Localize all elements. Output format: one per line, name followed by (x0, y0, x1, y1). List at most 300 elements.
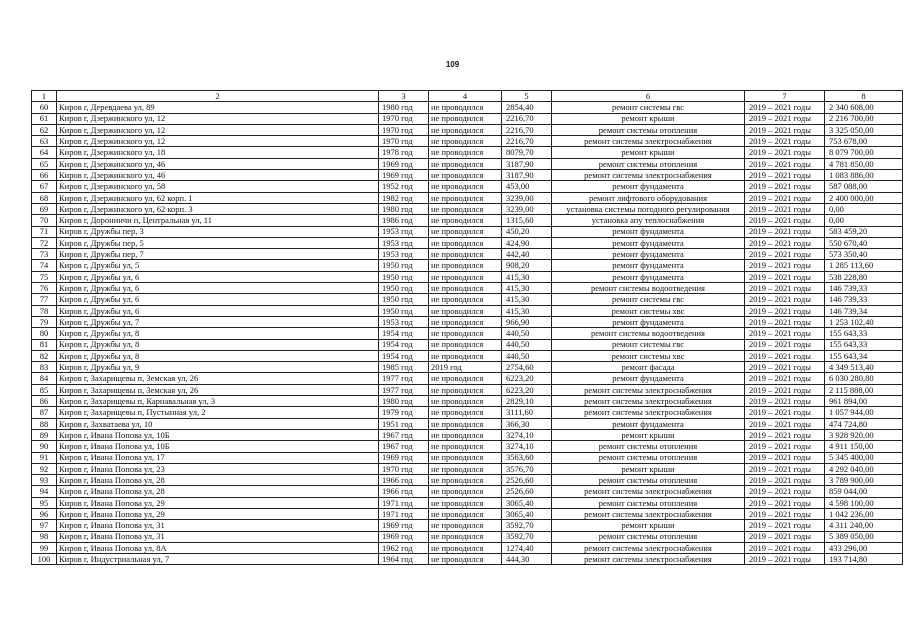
cost-cell: 0,00 (825, 203, 903, 214)
area-cell: 3563,60 (502, 452, 552, 463)
area-cell: 3187,90 (502, 170, 552, 181)
last-repair-year-cell: не проводился (429, 554, 502, 565)
period-cell: 2019 – 2021 годы (745, 429, 825, 440)
period-cell: 2019 – 2021 годы (745, 362, 825, 373)
address-cell: Киров г, Захватаева ул, 10 (57, 418, 379, 429)
build-year-cell: 1966 год (379, 475, 429, 486)
area-cell: 1274,40 (502, 542, 552, 553)
area-cell: 3187,90 (502, 158, 552, 169)
cost-cell: 6 030 280,80 (825, 373, 903, 384)
build-year-cell: 1977 год (379, 384, 429, 395)
last-repair-year-cell: не проводился (429, 407, 502, 418)
period-cell: 2019 – 2021 годы (745, 508, 825, 519)
cost-cell: 1 285 113,60 (825, 260, 903, 271)
table-row (32, 373, 903, 384)
cost-cell: 1 057 944,00 (825, 407, 903, 418)
build-year-cell: 1970 год (379, 113, 429, 124)
cost-cell: 5 389 050,00 (825, 531, 903, 542)
table-row (32, 249, 903, 260)
work-type-cell: ремонт фундамента (552, 418, 745, 429)
address-cell: Киров г, Ивана Попова ул, 31 (57, 531, 379, 542)
work-type-cell: ремонт системы отопления (552, 452, 745, 463)
build-year-cell: 1969 год (379, 170, 429, 181)
work-type-cell: ремонт крыши (552, 520, 745, 531)
last-repair-year-cell: не проводился (429, 305, 502, 316)
area-cell: 1315,60 (502, 215, 552, 226)
address-cell: Киров г, Ивана Попова ул, 23 (57, 463, 379, 474)
area-cell: 366,30 (502, 418, 552, 429)
table-row (32, 113, 903, 124)
table-row (32, 170, 903, 181)
row-number-cell: 75 (32, 271, 57, 282)
address-cell: Киров г, Ивана Попова ул, 10Б (57, 429, 379, 440)
last-repair-year-cell: не проводился (429, 215, 502, 226)
work-type-cell: ремонт фундамента (552, 373, 745, 384)
work-type-cell: ремонт системы электроснабжения (552, 542, 745, 553)
cost-cell: 583 459,20 (825, 226, 903, 237)
last-repair-year-cell: не проводился (429, 384, 502, 395)
header-cell: 8 (825, 91, 903, 102)
address-cell: Киров г, Захарищевы п, Карнавальная ул, 3 (57, 396, 379, 407)
cost-cell: 573 350,40 (825, 249, 903, 260)
table-row (32, 520, 903, 531)
table-row (32, 418, 903, 429)
table-row (32, 531, 903, 542)
last-repair-year-cell: не проводился (429, 192, 502, 203)
period-cell: 2019 – 2021 годы (745, 192, 825, 203)
period-cell: 2019 – 2021 годы (745, 181, 825, 192)
cost-cell: 1 042 236,00 (825, 508, 903, 519)
area-cell: 3239,00 (502, 192, 552, 203)
work-type-cell: ремонт системы электроснабжения (552, 136, 745, 147)
page-number: 109 (445, 60, 460, 69)
table-row (32, 215, 903, 226)
address-cell: Киров г, Ивана Попова ул, 8А (57, 542, 379, 553)
period-cell: 2019 – 2021 годы (745, 441, 825, 452)
build-year-cell: 1952 год (379, 181, 429, 192)
cost-cell: 4 781 850,00 (825, 158, 903, 169)
cost-cell: 3 928 920,00 (825, 429, 903, 440)
work-type-cell: ремонт системы отопления (552, 158, 745, 169)
period-cell: 2019 – 2021 годы (745, 226, 825, 237)
table-row (32, 475, 903, 486)
address-cell: Киров г, Ивана Попова ул, 28 (57, 486, 379, 497)
table-row (32, 542, 903, 553)
row-number-cell: 79 (32, 316, 57, 327)
work-type-cell: ремонт фундамента (552, 237, 745, 248)
row-number-cell: 82 (32, 350, 57, 361)
row-number-cell: 72 (32, 237, 57, 248)
table-row (32, 294, 903, 305)
table-row (32, 452, 903, 463)
period-cell: 2019 – 2021 годы (745, 147, 825, 158)
last-repair-year-cell: не проводился (429, 542, 502, 553)
table-row (32, 486, 903, 497)
row-number-cell: 80 (32, 328, 57, 339)
table-row (32, 362, 903, 373)
last-repair-year-cell: не проводился (429, 158, 502, 169)
cost-cell: 550 670,40 (825, 237, 903, 248)
row-number-cell: 95 (32, 497, 57, 508)
work-type-cell: ремонт крыши (552, 147, 745, 158)
address-cell: Киров г, Ивана Попова ул, 17 (57, 452, 379, 463)
row-number-cell: 100 (32, 554, 57, 565)
build-year-cell: 1978 год (379, 147, 429, 158)
last-repair-year-cell: не проводился (429, 102, 502, 113)
address-cell: Киров г, Доронинчи п, Центральная ул, 11 (57, 215, 379, 226)
address-cell: Киров г, Дружбы ул, 5 (57, 260, 379, 271)
row-number-cell: 74 (32, 260, 57, 271)
build-year-cell: 1953 год (379, 249, 429, 260)
cost-cell: 1 253 102,40 (825, 316, 903, 327)
period-cell: 2019 – 2021 годы (745, 203, 825, 214)
work-type-cell: ремонт системы электроснабжения (552, 554, 745, 565)
table-row (32, 396, 903, 407)
period-cell: 2019 – 2021 годы (745, 124, 825, 135)
cost-cell: 587 088,00 (825, 181, 903, 192)
area-cell: 2526,60 (502, 475, 552, 486)
area-cell: 2526,60 (502, 486, 552, 497)
row-number-cell: 63 (32, 136, 57, 147)
build-year-cell: 1953 год (379, 226, 429, 237)
last-repair-year-cell: 2019 год (429, 362, 502, 373)
row-number-cell: 99 (32, 542, 57, 553)
work-type-cell: ремонт лифтового оборудования (552, 192, 745, 203)
work-type-cell: ремонт системы гвс (552, 102, 745, 113)
work-type-cell: ремонт системы электроснабжения (552, 396, 745, 407)
last-repair-year-cell: не проводился (429, 147, 502, 158)
build-year-cell: 1954 год (379, 339, 429, 350)
row-number-cell: 64 (32, 147, 57, 158)
last-repair-year-cell: не проводился (429, 316, 502, 327)
cost-cell: 3 325 050,00 (825, 124, 903, 135)
table-row (32, 508, 903, 519)
build-year-cell: 1953 год (379, 237, 429, 248)
period-cell: 2019 – 2021 годы (745, 373, 825, 384)
area-cell: 2754,60 (502, 362, 552, 373)
address-cell: Киров г, Дружбы ул, 7 (57, 316, 379, 327)
address-cell: Киров г, Дзержинского ул, 12 (57, 136, 379, 147)
area-cell: 8079,70 (502, 147, 552, 158)
address-cell: Киров г, Ивана Попова ул, 29 (57, 497, 379, 508)
build-year-cell: 1969 год (379, 158, 429, 169)
address-cell: Киров г, Дзержинского ул, 62 корп. 3 (57, 203, 379, 214)
address-cell: Киров г, Дзержинского ул, 58 (57, 181, 379, 192)
build-year-cell: 1969 год (379, 531, 429, 542)
row-number-cell: 60 (32, 102, 57, 113)
address-cell: Киров г, Дружбы ул, 6 (57, 283, 379, 294)
row-number-cell: 97 (32, 520, 57, 531)
row-number-cell: 69 (32, 203, 57, 214)
work-type-cell: ремонт системы электроснабжения (552, 508, 745, 519)
row-number-cell: 65 (32, 158, 57, 169)
last-repair-year-cell: не проводился (429, 508, 502, 519)
area-cell: 966,90 (502, 316, 552, 327)
work-type-cell: ремонт фундамента (552, 226, 745, 237)
period-cell: 2019 – 2021 годы (745, 531, 825, 542)
build-year-cell: 1962 год (379, 542, 429, 553)
row-number-cell: 71 (32, 226, 57, 237)
area-cell: 440,50 (502, 350, 552, 361)
address-cell: Киров г, Дзержинского ул, 46 (57, 170, 379, 181)
work-type-cell: ремонт системы отопления (552, 441, 745, 452)
last-repair-year-cell: не проводился (429, 294, 502, 305)
header-cell: 3 (379, 91, 429, 102)
address-cell: Киров г, Дружбы ул, 6 (57, 294, 379, 305)
build-year-cell: 1953 год (379, 316, 429, 327)
cost-cell: 4 598 100,00 (825, 497, 903, 508)
table-row (32, 192, 903, 203)
last-repair-year-cell: не проводился (429, 136, 502, 147)
row-number-cell: 66 (32, 170, 57, 181)
row-number-cell: 93 (32, 475, 57, 486)
address-cell: Киров г, Ивана Попова ул, 10Б (57, 441, 379, 452)
table-row (32, 384, 903, 395)
period-cell: 2019 – 2021 годы (745, 520, 825, 531)
cost-cell: 155 643,34 (825, 350, 903, 361)
build-year-cell: 1964 год (379, 554, 429, 565)
period-cell: 2019 – 2021 годы (745, 305, 825, 316)
repair-register-table (31, 90, 903, 565)
last-repair-year-cell: не проводился (429, 452, 502, 463)
area-cell: 3592,70 (502, 520, 552, 531)
last-repair-year-cell: не проводился (429, 237, 502, 248)
area-cell: 440,50 (502, 339, 552, 350)
last-repair-year-cell: не проводился (429, 520, 502, 531)
table-row (32, 339, 903, 350)
table-row (32, 463, 903, 474)
area-cell: 415,30 (502, 283, 552, 294)
build-year-cell: 1982 год (379, 192, 429, 203)
build-year-cell: 1970 год (379, 124, 429, 135)
period-cell: 2019 – 2021 годы (745, 486, 825, 497)
address-cell: Киров г, Деревдаева ул, 89 (57, 102, 379, 113)
work-type-cell: ремонт системы отопления (552, 531, 745, 542)
last-repair-year-cell: не проводился (429, 350, 502, 361)
last-repair-year-cell: не проводился (429, 113, 502, 124)
last-repair-year-cell: не проводился (429, 181, 502, 192)
last-repair-year-cell: не проводился (429, 339, 502, 350)
address-cell: Киров г, Дружбы ул, 6 (57, 271, 379, 282)
last-repair-year-cell: не проводился (429, 418, 502, 429)
address-cell: Киров г, Дружбы ул, 9 (57, 362, 379, 373)
work-type-cell: ремонт системы хвс (552, 305, 745, 316)
period-cell: 2019 – 2021 годы (745, 418, 825, 429)
period-cell: 2019 – 2021 годы (745, 158, 825, 169)
area-cell: 442,40 (502, 249, 552, 260)
period-cell: 2019 – 2021 годы (745, 475, 825, 486)
row-number-cell: 94 (32, 486, 57, 497)
address-cell: Киров г, Дружбы ул, 8 (57, 328, 379, 339)
period-cell: 2019 – 2021 годы (745, 316, 825, 327)
address-cell: Киров г, Дзержинского ул, 18 (57, 147, 379, 158)
row-number-cell: 73 (32, 249, 57, 260)
area-cell: 3065,40 (502, 508, 552, 519)
address-cell: Киров г, Ивана Попова ул, 31 (57, 520, 379, 531)
build-year-cell: 1969 год (379, 520, 429, 531)
table-row (32, 407, 903, 418)
address-cell: Киров г, Захарищевы п, Земская ул, 26 (57, 373, 379, 384)
table-row (32, 147, 903, 158)
work-type-cell: ремонт системы отопления (552, 475, 745, 486)
cost-cell: 146 739,34 (825, 305, 903, 316)
period-cell: 2019 – 2021 годы (745, 396, 825, 407)
row-number-cell: 86 (32, 396, 57, 407)
work-type-cell: ремонт системы водоотведения (552, 328, 745, 339)
period-cell: 2019 – 2021 годы (745, 407, 825, 418)
row-number-cell: 67 (32, 181, 57, 192)
period-cell: 2019 – 2021 годы (745, 237, 825, 248)
build-year-cell: 1950 год (379, 260, 429, 271)
period-cell: 2019 – 2021 годы (745, 294, 825, 305)
work-type-cell: ремонт фундамента (552, 249, 745, 260)
table-row (32, 260, 903, 271)
table-row (32, 350, 903, 361)
table-row (32, 429, 903, 440)
area-cell: 3576,70 (502, 463, 552, 474)
area-cell: 2216,70 (502, 136, 552, 147)
table-row (32, 124, 903, 135)
last-repair-year-cell: не проводился (429, 497, 502, 508)
work-type-cell: ремонт системы электроснабжения (552, 170, 745, 181)
period-cell: 2019 – 2021 годы (745, 249, 825, 260)
work-type-cell: ремонт фундамента (552, 181, 745, 192)
area-cell: 415,30 (502, 294, 552, 305)
work-type-cell: ремонт крыши (552, 429, 745, 440)
row-number-cell: 92 (32, 463, 57, 474)
cost-cell: 146 739,33 (825, 283, 903, 294)
build-year-cell: 1950 год (379, 305, 429, 316)
area-cell: 6223,20 (502, 384, 552, 395)
period-cell: 2019 – 2021 годы (745, 271, 825, 282)
cost-cell: 146 739,33 (825, 294, 903, 305)
build-year-cell: 1954 год (379, 328, 429, 339)
cost-cell: 4 911 150,00 (825, 441, 903, 452)
build-year-cell: 1951 год (379, 418, 429, 429)
period-cell: 2019 – 2021 годы (745, 339, 825, 350)
table-row (32, 441, 903, 452)
work-type-cell: ремонт фундамента (552, 271, 745, 282)
row-number-cell: 96 (32, 508, 57, 519)
period-cell: 2019 – 2021 годы (745, 328, 825, 339)
period-cell: 2019 – 2021 годы (745, 260, 825, 271)
address-cell: Киров г, Дружбы пер, 3 (57, 226, 379, 237)
work-type-cell: ремонт фундамента (552, 260, 745, 271)
address-cell: Киров г, Дзержинского ул, 46 (57, 158, 379, 169)
table-row (32, 305, 903, 316)
table-row (32, 283, 903, 294)
build-year-cell: 1980 год (379, 203, 429, 214)
row-number-cell: 88 (32, 418, 57, 429)
table-row (32, 316, 903, 327)
build-year-cell: 1985 год (379, 362, 429, 373)
row-number-cell: 78 (32, 305, 57, 316)
table-row (32, 203, 903, 214)
period-cell: 2019 – 2021 годы (745, 452, 825, 463)
period-cell: 2019 – 2021 годы (745, 102, 825, 113)
last-repair-year-cell: не проводился (429, 170, 502, 181)
work-type-cell: ремонт крыши (552, 463, 745, 474)
header-cell: 6 (552, 91, 745, 102)
cost-cell: 4 292 040,00 (825, 463, 903, 474)
cost-cell: 4 311 240,00 (825, 520, 903, 531)
area-cell: 3111,60 (502, 407, 552, 418)
cost-cell: 3 789 900,00 (825, 475, 903, 486)
address-cell: Киров г, Дружбы ул, 6 (57, 305, 379, 316)
build-year-cell: 1971 год (379, 497, 429, 508)
area-cell: 453,00 (502, 181, 552, 192)
row-number-cell: 90 (32, 441, 57, 452)
table-row (32, 237, 903, 248)
row-number-cell: 61 (32, 113, 57, 124)
cost-cell: 0,00 (825, 215, 903, 226)
period-cell: 2019 – 2021 годы (745, 215, 825, 226)
table-row (32, 497, 903, 508)
cost-cell: 474 724,80 (825, 418, 903, 429)
header-cell: 2 (57, 91, 379, 102)
work-type-cell: ремонт системы гвс (552, 339, 745, 350)
row-number-cell: 84 (32, 373, 57, 384)
period-cell: 2019 – 2021 годы (745, 136, 825, 147)
period-cell: 2019 – 2021 годы (745, 283, 825, 294)
header-cell: 7 (745, 91, 825, 102)
cost-cell: 4 349 513,40 (825, 362, 903, 373)
last-repair-year-cell: не проводился (429, 249, 502, 260)
header-cell: 1 (32, 91, 57, 102)
build-year-cell: 1954 год (379, 350, 429, 361)
area-cell: 444,30 (502, 554, 552, 565)
row-number-cell: 70 (32, 215, 57, 226)
area-cell: 6223,20 (502, 373, 552, 384)
period-cell: 2019 – 2021 годы (745, 463, 825, 474)
row-number-cell: 91 (32, 452, 57, 463)
build-year-cell: 1967 год (379, 429, 429, 440)
cost-cell: 538 228,80 (825, 271, 903, 282)
address-cell: Киров г, Индустриальная ул, 7 (57, 554, 379, 565)
build-year-cell: 1967 год (379, 441, 429, 452)
build-year-cell: 1980 год (379, 396, 429, 407)
table-row (32, 328, 903, 339)
last-repair-year-cell: не проводился (429, 373, 502, 384)
period-cell: 2019 – 2021 годы (745, 170, 825, 181)
work-type-cell: ремонт фасада (552, 362, 745, 373)
header-cell: 4 (429, 91, 502, 102)
area-cell: 424,90 (502, 237, 552, 248)
build-year-cell: 1980 год (379, 102, 429, 113)
area-cell: 2216,70 (502, 124, 552, 135)
cost-cell: 2 115 888,00 (825, 384, 903, 395)
work-type-cell: ремонт системы отопления (552, 497, 745, 508)
area-cell: 2854,40 (502, 102, 552, 113)
last-repair-year-cell: не проводился (429, 283, 502, 294)
address-cell: Киров г, Ивана Попова ул, 29 (57, 508, 379, 519)
last-repair-year-cell: не проводился (429, 463, 502, 474)
area-cell: 2216,70 (502, 113, 552, 124)
address-cell: Киров г, Дзержинского ул, 62 корп. 1 (57, 192, 379, 203)
cost-cell: 155 643,33 (825, 339, 903, 350)
row-number-cell: 81 (32, 339, 57, 350)
address-cell: Киров г, Дружбы ул, 8 (57, 350, 379, 361)
area-cell: 3274,10 (502, 429, 552, 440)
last-repair-year-cell: не проводился (429, 531, 502, 542)
row-number-cell: 68 (32, 192, 57, 203)
last-repair-year-cell: не проводился (429, 486, 502, 497)
last-repair-year-cell: не проводился (429, 475, 502, 486)
cost-cell: 155 643,33 (825, 328, 903, 339)
last-repair-year-cell: не проводился (429, 226, 502, 237)
area-cell: 415,30 (502, 271, 552, 282)
last-repair-year-cell: не проводился (429, 124, 502, 135)
